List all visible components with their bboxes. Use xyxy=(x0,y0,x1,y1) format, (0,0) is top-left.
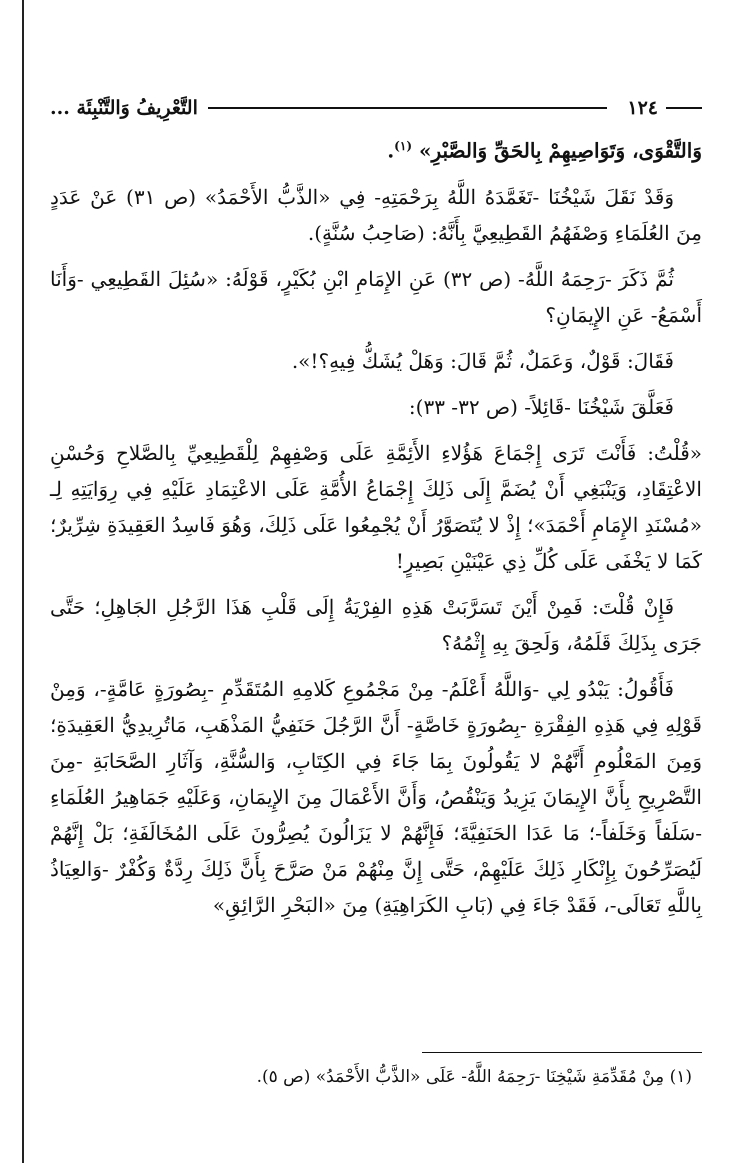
footnote-separator xyxy=(422,1052,702,1053)
paragraph-6: «قُلْتُ: فَأَنْتَ تَرَى إِجْمَاعَ هَؤُلاءِ الأَئِمَّةِ عَلَى وَصْفِهِمْ لِلْقَطِيعِيِّ بِالصَّلاحِ وَحُسْنِ الاعْتِقَادِ، وَيَنْبَغِي أَنْ يُضَمَّ إِلَى ذَلِكَ إِجْمَاعُ الأُمَّةِ عَلَى الاعْتِمَادِ عَلَيْهِ فِي رِوَايَتِهِ لِـ «مُسْنَدِ الإِمَامِ أَحْمَدَ»؛ إِذْ لا يُتَصَوَّرُ أَنْ يُجْمِعُوا عَلَى ذَلِكَ، وَهُوَ فَاسِدُ العَقِيدَةِ شِرِّيرٌ؛ كَمَا لا يَخْفَى عَلَى كُلِّ ذِي عَيْنَيْنِ بَصِيرٍ! xyxy=(50,440,703,573)
footnote-marker: (١) xyxy=(394,139,412,153)
paragraph-4: فَقَالَ: قَوْلٌ، وَعَمَلٌ، ثُمَّ قَالَ: وَهَلْ يُشَكُّ فِيهِ؟!». xyxy=(291,348,674,373)
page-content xyxy=(50,88,702,933)
running-title: التَّعْرِيفُ وَالتَّنْبِئَة ... xyxy=(50,97,198,119)
page-number: ١٢٤ xyxy=(627,97,658,119)
header-dash xyxy=(666,107,702,109)
paragraph-8: فَأَقُولُ: يَبْدُو لِي -وَاللَّهُ أَعْلَمُ- مِنْ مَجْمُوعِ كَلامِهِ المُتَقَدِّمِ -بِصُورَةٍ عَامَّةٍ-، وَمِنْ قَوْلِهِ فِي هَذِهِ الفِقْرَةِ -بِصُورَةٍ خَاصَّةٍ- أَنَّ الرَّجُلَ حَنَفِيُّ المَذْهَبِ، مَاتُرِيدِيُّ العَقِيدَةِ؛ وَمِنَ المَعْلُومِ أَنَّهُمْ لا يَقُولُونَ بِمَا جَاءَ فِي الكِتَابِ، وَالسُّنَّةِ، وَآثَارِ الصَّحَابَةِ -مِنَ التَّصْرِيحِ بِأَنَّ الإِيمَانَ يَزِيدُ وَيَنْقُصُ، وَأَنَّ الأَعْمَالَ مِنَ الإِيمَانِ، وَعَلَيْهِ جَمَاهِيرُ العُلَمَاءِ -سَلَفاً وَخَلَفاً-؛ مَا عَدَا الحَنَفِيَّةَ؛ فَإِنَّهُمْ لا يَزَالُونَ يُصِرُّونَ عَلَى المُخَالَفَةِ؛ بَلْ إِنَّهُمْ لَيُصَرِّحُونَ بِإِنْكَارِ ذَلِكَ عَلَيْهِمْ، حَتَّى إِنَّ مِنْهُمْ مَنْ صَرَّحَ بِأَنَّ ذَلِكَ رِدَّةٌ وَكُفْرٌ -وَالعِيَاذُ بِاللَّهِ تَعَالَى-، فَقَدْ جَاءَ فِي (بَابِ الكَرَاهِيَةِ) مِنَ «البَحْرِ الرَّائِقِ» xyxy=(50,676,702,917)
running-header xyxy=(50,88,702,128)
paragraph-2: وَقَدْ نَقَلَ شَيْخُنَا -تَغَمَّدَهُ اللَّهُ بِرَحْمَتِهِ- فِي «الذَّبُّ الأَحْمَدُ» (ص ٣١) عَنْ عَدَدٍ مِنَ العُلَمَاءِ وَصْفَهُمُ القَطِيعِيَّ بِأَنَّهُ: (صَاحِبُ سُنَّةٍ). xyxy=(50,184,702,245)
paragraph-7: فَإِنْ قُلْتَ: فَمِنْ أَيْنَ تَسَرَّبَتْ هَذِهِ الفِرْيَةُ إِلَى قَلْبِ هَذَا الرَّجُلِ الجَاهِلِ؛ حَتَّى جَرَى بِذَلِكَ قَلَمُهُ، وَلَحِقَ بِهِ إِثْمُهُ؟ xyxy=(50,594,702,655)
paragraph-5: فَعَلَّقَ شَيْخُنَا -قَائِلاً- (ص ٣٢- ٣٣): xyxy=(408,394,674,419)
paragraph-1: وَالتَّقْوَى، وَتَوَاصِيهِمْ بِالحَقِّ وَالصَّبْرِ» $^{(١)}$. xyxy=(387,138,702,163)
paragraph-3: ثُمَّ ذَكَرَ -رَحِمَهُ اللَّهُ- (ص ٣٢) عَنِ الإِمَامِ ابْنِ بُكَيْرٍ، قَوْلَهُ: «سُئِلَ القَطِيعِي -وَأَنَا أَسْمَعُ- عَنِ الإِيمَانِ؟ xyxy=(50,266,702,327)
footnote: (١) مِنْ مُقَدِّمَةِ شَيْخِنَا -رَحِمَهُ اللَّهُ- عَلَى «الذَّبُّ الأَحْمَدُ» (ص ٥). xyxy=(256,1067,692,1087)
body-text xyxy=(50,128,702,923)
header-rule xyxy=(208,107,608,109)
page-left-border xyxy=(22,0,24,1163)
